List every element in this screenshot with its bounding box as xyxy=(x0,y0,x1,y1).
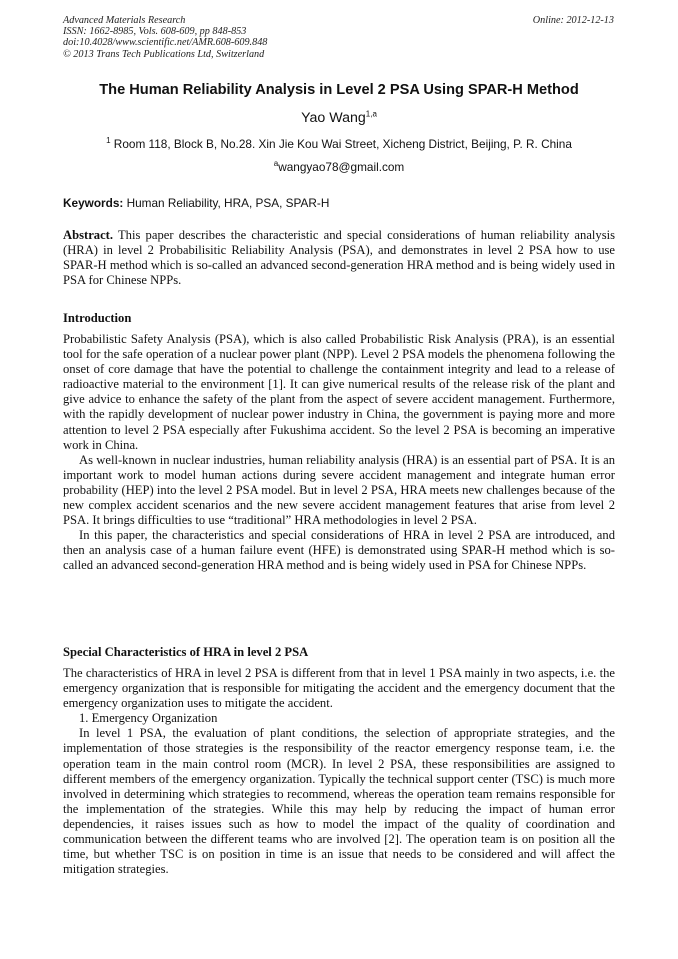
email-mark: a xyxy=(273,159,279,169)
issn-line: ISSN: 1662-8985, Vols. 608-609, pp 848-853 xyxy=(63,26,247,38)
online-date: Online: 2012-12-13 xyxy=(532,15,614,26)
abstract-text: This paper describes the characteristic and special considerations of human reliability analysis (HRA) in level 2 Probabilisitic Reliability Analysis (PSA), and demonstrates in level 2 PSA how to use SPAR-H method which is so-called an advanced second-generation HRA method and is being widely used in PSA for Chinese NPPs. xyxy=(63,228,615,288)
email-text[interactable]: wangyao78@gmail.com xyxy=(278,160,405,174)
author-name: Yao Wang xyxy=(301,110,366,126)
journal-name: Advanced Materials Research xyxy=(63,15,186,26)
paper-title: The Human Reliability Analysis in Level 2 PSA Using SPAR-H Method xyxy=(99,82,579,98)
subsection-label: 1. Emergency Organization xyxy=(79,711,218,726)
abstract-label: Abstract. xyxy=(63,228,114,242)
copyright-line: © 2013 Trans Tech Publications Ltd, Switzerland xyxy=(63,48,265,60)
paragraph: The characteristics of HRA in level 2 PSA is different from that in level 1 PSA mainly in two aspects, i.e. the emergency organization that is responsible for mitigating the accident and the emergency document that the emergency organization uses to mitigate the accident. xyxy=(63,666,615,711)
abstract xyxy=(63,228,615,288)
affiliation-text: Room 118, Block B, No.28. Xin Jie Kou Wai Street, Xicheng District, Beijing, P. R. China xyxy=(110,137,572,151)
author-line xyxy=(0,110,678,126)
paragraph: As well-known in nuclear industries, human reliability analysis (HRA) is an essential part of PSA. It is an important work to model human actions during severe accident management and integrate human error probability (HEP) into the level 2 PSA model. But in level 2 PSA, HRA meets new challenges because of the new complex accident scenarios and the new severe accident management features that arise from level 2 PSA. It brings difficulties to use “traditional” HRA methodologies in level 2 PSA. xyxy=(63,452,615,528)
introduction-body xyxy=(63,332,615,574)
paragraph: In level 1 PSA, the evaluation of plant conditions, the selection of appropriate strategies, and the implementation of those strategies is the responsibility of the reactor emergency response team, i.e. the operation team in the main control room (MCR). In level 2 PSA, these responsibilities are assigned to different members of the emergency organization. Typically the technical support center (TSC) is much more involved in determining which strategies to recommend, whereas the operation team remains responsible for the implementation of the strategies. While this may help by reducing the impact of human error dependencies, it raises issues such as how to model the impact of the quality of coordination and communication between the different teams who are involved [2]. The operation team is on position all the time, but whether TSC is on position in time is an issue that needs to be considered and will affect the mitigation strategies. xyxy=(63,726,615,877)
keywords-text: Human Reliability, HRA, PSA, SPAR-H xyxy=(123,196,330,210)
paragraph: Probabilistic Safety Analysis (PSA), which is also called Probabilistic Risk Analysis (PRA), is an essential tool for the safe operation of a nuclear power plant (NPP). Level 2 PSA models the phenomena following the onset of core damage that have the potential to challenge the containment integrity and lead to a release of radioactive material to the environment [1]. It can give numerical results of the release risk of the plant and give advice to enhance the safety of the plant from the aspect of severe accident management. Furthermore, with the rapidly development of nuclear power industry in China, the government is paying more and more attention to level 2 PSA especially after Fukushima accident. So the level 2 PSA is becoming an imperative work in China. xyxy=(63,332,615,452)
doi-line: doi:10.4028/www.scientific.net/AMR.608-609.848 xyxy=(63,37,268,49)
author-marks: 1,a xyxy=(365,109,377,119)
affiliation xyxy=(0,137,678,151)
author-email xyxy=(0,160,678,174)
paragraph: In this paper, the characteristics and special considerations of HRA in level 2 PSA are introduced, and then an analysis case of a human failure event (HFE) is demonstrated using SPAR-H method which is so-called an advanced second-generation HRA method and is being widely used in PSA for Chinese NPPs. xyxy=(63,528,615,573)
section-heading-special-characteristics: Special Characteristics of HRA in level 2 PSA xyxy=(63,645,309,659)
special-characteristics-body xyxy=(63,666,615,877)
affiliation-mark: 1 xyxy=(106,136,111,146)
journal-header xyxy=(63,15,614,60)
keywords xyxy=(63,196,615,210)
journal-info xyxy=(63,15,614,60)
section-heading-introduction: Introduction xyxy=(63,311,132,325)
keywords-label: Keywords: xyxy=(63,196,124,210)
